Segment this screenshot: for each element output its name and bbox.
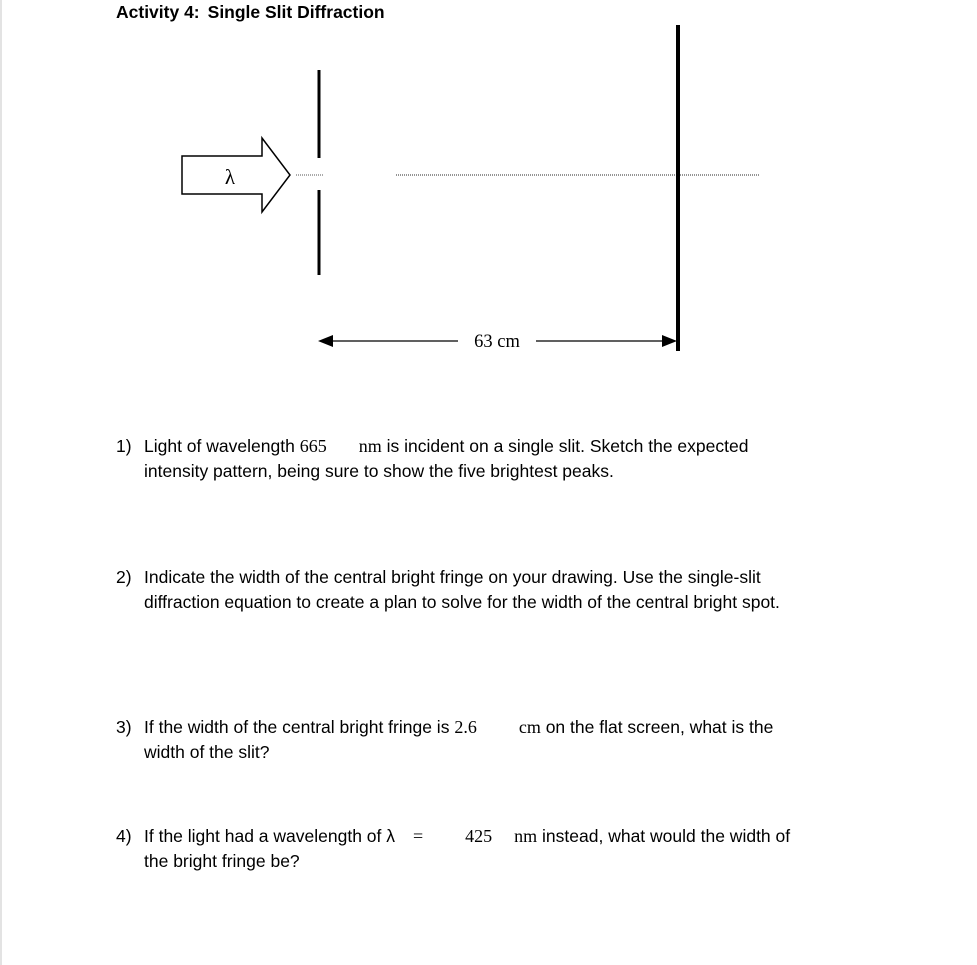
question-number: 4)	[116, 826, 132, 846]
distance-arrowhead-right	[662, 335, 677, 347]
slit-diagram	[0, 0, 977, 400]
wavelength-unit: nm	[358, 436, 382, 456]
equals-sign: =	[413, 826, 424, 846]
question-text-line2: width of the slit?	[144, 742, 270, 762]
question-text: If the width of the central bright fringe is	[144, 717, 450, 737]
question-number: 2)	[116, 567, 132, 587]
question-text-line2: intensity pattern, being sure to show the five brightest peaks.	[144, 461, 614, 481]
fringe-width-value: 2.6	[454, 717, 477, 737]
distance-arrowhead-left	[318, 335, 333, 347]
wavelength-symbol: λ	[224, 165, 236, 189]
question-number: 3)	[116, 717, 132, 737]
fringe-width-unit: cm	[518, 717, 541, 737]
question-text: Light of wavelength	[144, 436, 295, 456]
activity-name: Single Slit Diffraction	[207, 2, 385, 22]
question-text: instead, what would the width of	[542, 826, 791, 846]
wavelength-value: 665	[299, 436, 327, 456]
question-text-line2: diffraction equation to create a plan to solve for the width of the central bright spot.	[144, 592, 780, 612]
distance-label: 63 cm	[474, 332, 520, 352]
question-text-line2: the bright fringe be?	[144, 851, 300, 871]
question-number: 1)	[116, 436, 132, 456]
question-text: on the flat screen, what is the	[545, 717, 774, 737]
activity-number: Activity 4:	[116, 2, 200, 22]
wavelength-value: 425	[465, 826, 493, 846]
question-text: If the light had a wavelength of λ	[144, 826, 395, 846]
question-text: is incident on a single slit. Sketch the expected	[386, 436, 749, 456]
incident-light-arrow	[182, 138, 290, 212]
wavelength-unit: nm	[514, 826, 538, 846]
question-text-line1: Indicate the width of the central bright fringe on your drawing. Use the single-slit	[144, 567, 761, 587]
